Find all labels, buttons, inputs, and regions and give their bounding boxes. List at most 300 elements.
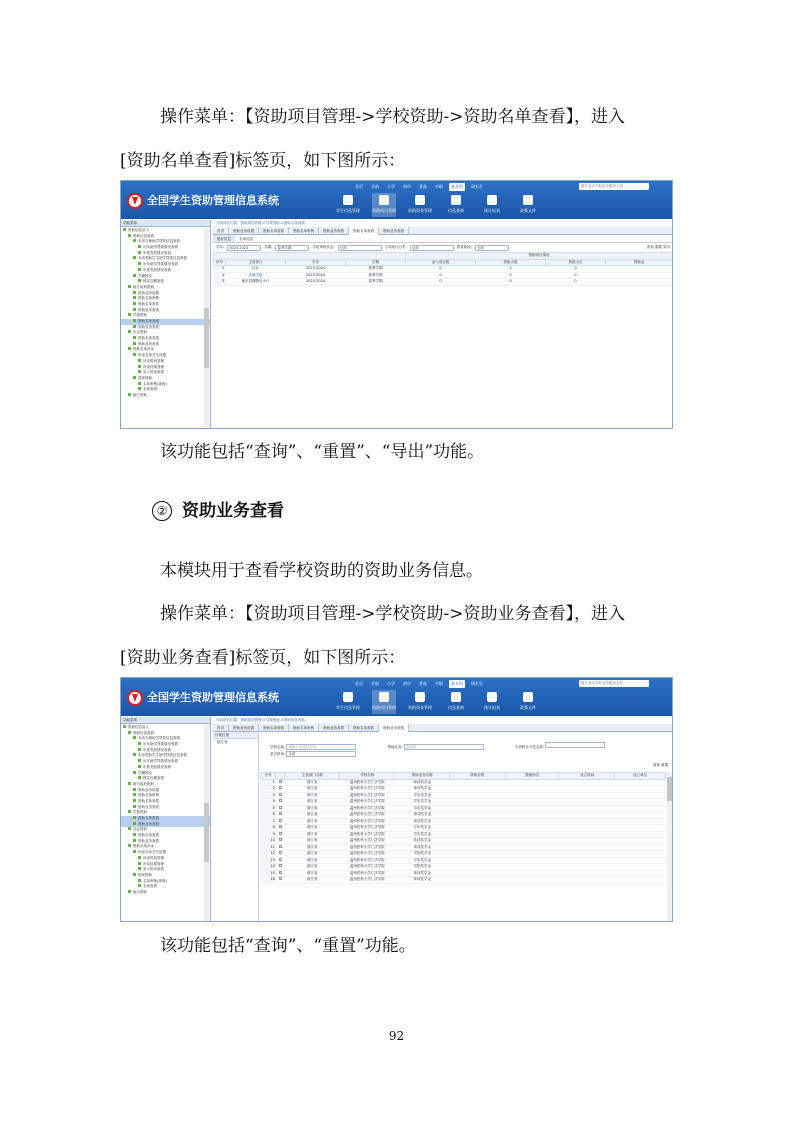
sidebar-tree-item[interactable]: 资助信息查看 — [121, 731, 210, 737]
table-cell: 学年奖学金 — [395, 805, 450, 812]
reset-button[interactable]: 重置 — [654, 245, 662, 249]
column-header[interactable]: 学期 — [346, 259, 406, 266]
sidebar-tree-item[interactable]: 国家资助 — [121, 873, 210, 879]
module-reports[interactable]: 统计报表 — [480, 690, 504, 714]
sidebar-tree-item[interactable]: 社会资助 — [121, 827, 210, 833]
sidebar-tree-item[interactable]: 资助业务查看 — [121, 325, 210, 331]
row-number: 11 — [261, 844, 276, 851]
sidebar — [121, 220, 211, 428]
column-header[interactable]: 学年 — [286, 259, 346, 266]
briefcase-icon — [379, 692, 389, 702]
empty-cell — [450, 877, 505, 884]
school-name-input[interactable]: 请输入或选择学校 — [286, 744, 356, 750]
sidebar-tree-item[interactable]: 地方政府资助 — [121, 782, 210, 788]
table-cell: 0 — [476, 279, 546, 286]
row-number: 14 — [261, 864, 276, 871]
quicklink-preschool[interactable]: 学前 — [371, 681, 379, 686]
module-nav — [336, 193, 552, 217]
grid-scrollbar[interactable] — [667, 772, 672, 921]
menu-path-paragraph-1: 操作菜单：【资助项目管理->学校资助->资助名单查看】，进入 — [160, 107, 625, 127]
table-cell: 温州医科大学仁济学院 — [340, 851, 395, 858]
query-area — [260, 732, 672, 921]
pie-chart-icon — [487, 692, 497, 702]
table-cell: 2 — [214, 272, 226, 279]
filter-year-select[interactable]: 2023-2024 — [227, 245, 261, 251]
sidebar-tree-item[interactable]: 资助业务查看 — [121, 822, 210, 828]
app-logo-icon — [127, 193, 143, 209]
module-policy[interactable]: 政策文件 — [516, 193, 540, 217]
table-cell: 学年奖学金 — [395, 792, 450, 799]
table-cell: 学年奖学金 — [395, 831, 450, 838]
table-cell: 浙江省 — [285, 799, 340, 806]
main-panel — [213, 220, 672, 428]
tab-biz-view[interactable]: 资助业务查看 — [319, 227, 349, 235]
sidebar-tree-item[interactable]: 补录名单开关设置 — [121, 353, 210, 359]
table-cell: 单项奖学金 — [395, 779, 450, 786]
content-area — [213, 732, 672, 921]
filter-term-label: 学期: — [264, 245, 273, 249]
sidebar-tree-item[interactable]: 历年助学贷款情况查看 — [121, 742, 210, 748]
table-cell: 0 — [546, 272, 606, 279]
region-tree-root[interactable]: 浙江省 — [217, 740, 228, 744]
table-cell: 0 — [476, 266, 546, 273]
category-label: 专项统计分类名称: — [514, 745, 545, 749]
table-cell: 2023-2024 — [286, 272, 346, 279]
sidebar-tree-item[interactable]: 资助名单查看 — [121, 833, 210, 839]
filter-term-select[interactable]: 春季学期 — [275, 245, 309, 251]
row-number: 1 — [261, 779, 276, 786]
table-cell: 浙江省 — [285, 844, 340, 851]
quicklink-home[interactable]: 首页 — [355, 184, 363, 189]
quicklink-vocational[interactable]: 中职 — [435, 681, 443, 686]
search-doc-icon — [451, 195, 461, 205]
users-icon — [343, 692, 353, 702]
table-cell: 温州医科大学仁济学院 — [340, 870, 395, 877]
sidebar-tree-item[interactable]: 年度发放情况查看 — [121, 268, 210, 274]
quicklink-junior[interactable]: 初中 — [403, 184, 411, 189]
unit-select[interactable]: 浙江省本专科业务服务人员 — [579, 680, 649, 687]
sidebar-tree-item[interactable]: 学校资助 — [121, 810, 210, 816]
pie-chart-icon — [487, 195, 497, 205]
row-checkbox[interactable] — [279, 799, 282, 802]
biz-select[interactable]: 请选择 — [404, 744, 484, 750]
filter-year-label: 学年: — [216, 245, 225, 249]
table-cell: 春季学期 — [346, 272, 406, 279]
table-cell: 0 — [546, 279, 606, 286]
column-header[interactable]: 资助人次 — [546, 259, 606, 266]
table-cell: 温州医科大学仁济学院 — [340, 812, 395, 819]
filter-category-select[interactable]: 全部 — [410, 245, 454, 251]
column-header[interactable]: 资助业务名称 — [395, 773, 450, 780]
subtab-stats[interactable]: 统计信息 — [213, 235, 235, 242]
empty-cell — [615, 877, 666, 884]
sidebar-tree-item[interactable]: 资助信息录入 — [121, 228, 210, 234]
empty-cell — [560, 877, 615, 884]
stats-table — [213, 252, 673, 286]
empty-cell — [505, 877, 560, 884]
sidebar-tree-item[interactable]: 资助业务查看 — [121, 308, 210, 314]
sidebar-tree-item[interactable]: 资助信息录入 — [121, 725, 210, 731]
table-cell: 浙江省 — [285, 870, 340, 877]
breadcrumb: 当前所在位置：资助项目管理->学校资助->资助业务查看 — [216, 718, 305, 722]
row-checkbox[interactable] — [279, 819, 282, 822]
sidebar-tree-item[interactable]: 历年助学贷款情况查看 — [121, 262, 210, 268]
filter-category-label: 专项统计分类: — [384, 245, 407, 249]
table-cell: 0 — [406, 279, 476, 286]
row-checkbox[interactable] — [279, 838, 282, 841]
sidebar-tree-item[interactable]: 补录名单开关设置 — [121, 850, 210, 856]
query-form-row1 — [270, 742, 673, 750]
table-cell: 浙江省 — [285, 851, 340, 858]
sidebar-tree-item[interactable]: 补录时间管理 — [121, 856, 210, 862]
disabled-label: 是否停用: — [270, 752, 286, 756]
module-nav — [336, 690, 552, 714]
row-checkbox[interactable] — [279, 825, 282, 828]
users-icon — [343, 195, 353, 205]
reset-button[interactable]: 重置 — [661, 763, 668, 767]
sidebar-tree-item[interactable]: 地方资助 — [121, 393, 210, 399]
table-row[interactable] — [261, 877, 666, 884]
row-number: 2 — [261, 786, 276, 793]
column-header[interactable]: 设立时间 — [560, 773, 615, 780]
sidebar-tree-item[interactable]: 资助名单查看 — [121, 799, 210, 805]
sidebar-tree-item[interactable]: 年度发放情况查看 — [121, 251, 210, 257]
sidebar — [121, 717, 211, 921]
quicklink-senior[interactable]: 普高 — [419, 681, 427, 686]
biz-label: 资助业务: — [387, 745, 403, 749]
column-header[interactable]: 资助形式 — [505, 773, 560, 780]
sidebar-scrollbar[interactable] — [204, 228, 209, 428]
quicklink-vocational[interactable]: 中职 — [435, 184, 443, 189]
table-cell: 温州医科大学仁济学院 — [340, 857, 395, 864]
row-checkbox[interactable] — [279, 786, 282, 789]
sidebar-tree-item[interactable]: 资助信息查看 — [121, 234, 210, 240]
quicklink-primary[interactable]: 小学 — [387, 184, 395, 189]
tab-roster-view[interactable]: 资助名单查看 — [259, 227, 289, 235]
quicklink-preschool[interactable]: 学前 — [371, 184, 379, 189]
query-form-row2 — [270, 751, 673, 757]
quicklink-undergrad[interactable]: 本专科 — [451, 184, 463, 189]
module-fund-mgmt[interactable]: 资助资金管理 — [408, 193, 432, 217]
column-header[interactable]: 设立单位 — [615, 773, 666, 780]
row-number: 12 — [261, 851, 276, 858]
column-header[interactable]: 主管部门 — [226, 259, 286, 266]
tab-biz-settings[interactable]: 资助业务设置 — [229, 227, 259, 235]
app-title: 全国学生资助管理信息系统 — [147, 194, 279, 207]
table-cell: 学年奖学金 — [395, 799, 450, 806]
module-reports[interactable]: 统计报表 — [480, 193, 504, 217]
table-cell: 学年奖学金 — [395, 825, 450, 832]
sidebar-tree-item[interactable]: 资助名单审核 — [121, 296, 210, 302]
quicklink-graduate[interactable]: 研究生 — [471, 184, 483, 189]
tab-school-roster-view[interactable]: 资助名单查看 — [349, 227, 379, 235]
quicklink-junior[interactable]: 初中 — [403, 681, 411, 686]
table-cell: 0 — [406, 272, 476, 279]
filter-stage-select[interactable]: 全部 — [475, 245, 509, 251]
table-cell: 温州医科大学仁济学院 — [340, 779, 395, 786]
module-project-mgmt[interactable]: 资助项目管理 — [372, 193, 396, 217]
table-cell: 学年奖学金 — [395, 857, 450, 864]
filter-status-label: 学校审核状态: — [312, 245, 335, 249]
sidebar-tree-item[interactable]: 资助名单查看 — [121, 319, 210, 325]
breadcrumb: 当前所在位置：资助项目管理->学校资助->资助名单查看 — [216, 221, 305, 225]
sidebar-tree-item[interactable]: 补录结果管理 — [121, 862, 210, 868]
column-header[interactable]: 学校名称 — [340, 773, 395, 780]
row-checkbox[interactable] — [279, 793, 282, 796]
table-cell: 浙江省 — [285, 786, 340, 793]
sidebar-tree-item[interactable]: 补录时间管理 — [121, 359, 210, 365]
region-tree-header: 行政区划 — [213, 732, 258, 739]
table-cell: 单项奖学金 — [395, 818, 450, 825]
table-cell: 单项奖学金 — [395, 812, 450, 819]
quicklink-graduate[interactable]: 研究生 — [471, 681, 483, 686]
table-cell: 0 — [546, 266, 606, 273]
column-header[interactable]: 录入项目数 — [406, 259, 476, 266]
module-project-mgmt[interactable]: 资助项目管理 — [372, 690, 396, 714]
table-cell: 春季学期 — [346, 266, 406, 273]
features-paragraph-2: 该功能包括“查询”、“重置”功能。 — [160, 936, 416, 956]
row-number: 8 — [261, 825, 276, 832]
briefcase-icon — [379, 195, 389, 205]
sidebar-tree-item[interactable]: 核实近期查看 — [121, 776, 210, 782]
row-checkbox[interactable] — [279, 858, 282, 861]
sidebar-scrollbar[interactable] — [204, 725, 209, 921]
row-checkbox[interactable] — [279, 806, 282, 809]
sidebar-tree-item[interactable]: 核实近期查看 — [121, 279, 210, 285]
tab-home[interactable]: 首页 — [213, 227, 229, 235]
tab-strip — [213, 724, 672, 732]
sidebar-tree — [121, 724, 210, 897]
table-cell: 浙江省 — [285, 831, 340, 838]
sidebar-tree-item[interactable]: 录入时间查看 — [121, 867, 210, 873]
table-cell: 地市县调整后小计 — [226, 279, 286, 286]
sidebar-tree-item[interactable]: 本省奖助学生助学贷款信息查看 — [121, 256, 210, 262]
main-panel — [213, 717, 672, 921]
features-paragraph-1: 该功能包括“查询”、“重置”、“导出”功能。 — [160, 442, 485, 462]
app-title: 全国学生资助管理信息系统 — [147, 691, 279, 704]
screenshot-roster-view — [120, 180, 673, 429]
row-number: 16 — [261, 877, 276, 884]
table-cell: 温州医科大学仁济学院 — [340, 786, 395, 793]
quicklink-primary[interactable]: 小学 — [387, 681, 395, 686]
table-cell: 浙江省 — [285, 825, 340, 832]
action-buttons — [653, 762, 668, 768]
app-header — [121, 678, 672, 716]
tab-biz-settings[interactable]: 资助业务设置 — [229, 724, 259, 732]
row-number: 10 — [261, 838, 276, 845]
menu-path-paragraph-2: 操作菜单：【资助项目管理->学校资助->资助业务查看】，进入 — [160, 604, 625, 624]
tab-biz-view[interactable]: 资助业务查看 — [319, 724, 349, 732]
table-cell: 温州医科大学仁济学院 — [340, 818, 395, 825]
school-name-label: 学校名称: — [270, 745, 286, 749]
region-tree — [213, 732, 259, 921]
row-checkbox-cell — [276, 877, 285, 884]
table-cell: 单项奖学金 — [395, 844, 450, 851]
column-header[interactable]: 资助目的 — [450, 773, 505, 780]
filter-status-select[interactable]: 全部 — [338, 245, 382, 251]
sidebar-tree-item[interactable]: 历年助学贷款情况查看 — [121, 245, 210, 251]
row-checkbox[interactable] — [279, 845, 282, 848]
sidebar-tree-item[interactable]: 资助名单查看 — [121, 816, 210, 822]
sidebar-tree-item[interactable]: 社会资助 — [121, 330, 210, 336]
table-cell: 单项奖学金 — [395, 870, 450, 877]
sidebar-tree-item[interactable]: 本省奖助学生助学贷款信息查看 — [121, 753, 210, 759]
business-table — [260, 772, 666, 884]
sidebar-tree-item[interactable]: 国家资助 — [121, 376, 210, 382]
row-number: 4 — [261, 799, 276, 806]
action-buttons — [647, 243, 670, 252]
page-number: 92 — [388, 1029, 405, 1043]
table-cell: 单项奖学金 — [395, 786, 450, 793]
sidebar-tree-item[interactable]: 地方资助 — [121, 890, 210, 896]
row-checkbox[interactable] — [279, 851, 282, 854]
app-logo-icon — [127, 690, 143, 706]
sidebar-tree-item[interactable]: 资助业务设置 — [121, 291, 210, 297]
sidebar-tree — [121, 227, 210, 400]
category-select[interactable] — [545, 742, 605, 748]
sidebar-tree-item[interactable]: 学籍核实 — [121, 274, 210, 280]
tab-school-roster-view[interactable]: 资助名单查看 — [349, 724, 379, 732]
sidebar-tree-item[interactable]: 资助名单补录 — [121, 844, 210, 850]
sidebar-tree-item[interactable]: 名单查看 — [121, 884, 210, 890]
filter-stage-label: 教育阶段: — [456, 245, 472, 249]
sidebar-tree-item[interactable]: 资助业务查看 — [121, 805, 210, 811]
module-student-info[interactable]: 学生信息管理 — [336, 690, 360, 714]
stage-quicklinks — [353, 680, 485, 688]
table-cell: 浙江省 — [285, 857, 340, 864]
tab-roster-view[interactable]: 资助名单查看 — [259, 724, 289, 732]
export-button[interactable]: 导出 — [663, 245, 670, 249]
section-title: 资助业务查看 — [182, 501, 284, 521]
module-fund-mgmt[interactable]: 资助资金管理 — [408, 690, 432, 714]
table-cell: 温州医科大学仁济学院 — [340, 877, 395, 884]
sidebar-tree-item[interactable]: 资助名单查看 — [121, 336, 210, 342]
query-button[interactable]: 查询 — [652, 763, 660, 767]
row-number: 13 — [261, 857, 276, 864]
row-checkbox[interactable] — [279, 877, 282, 880]
sidebar-header: 功能菜单 — [121, 717, 210, 724]
table-cell: 单项奖学金 — [395, 877, 450, 884]
sidebar-tree-item[interactable]: 录入时间查看 — [121, 370, 210, 376]
table-cell: 温州医科大学仁济学院 — [340, 844, 395, 851]
row-number: 5 — [261, 805, 276, 812]
row-checkbox[interactable] — [279, 780, 282, 783]
table-cell: 浙江省 — [285, 792, 340, 799]
table-cell: 浙江省 — [285, 864, 340, 871]
module-info-query[interactable]: 信息查询 — [444, 690, 468, 714]
sidebar-tree-item[interactable]: 本省办理助学贷款信息查看 — [121, 736, 210, 742]
table-cell: 温州医科大学仁济学院 — [340, 864, 395, 871]
sidebar-tree-item[interactable]: 名单审核(查询) — [121, 382, 210, 388]
quicklink-undergrad[interactable]: 本专科 — [451, 681, 463, 686]
tab-home[interactable]: 首页 — [213, 724, 229, 732]
tab-roster-review[interactable]: 资助名单审核 — [289, 227, 319, 235]
table-cell[interactable]: 省属学校 — [226, 272, 286, 279]
table-cell: 2023-2024 — [286, 279, 346, 286]
table-cell: 合计 — [226, 266, 286, 273]
sidebar-tree-item[interactable]: 资助名单补录 — [121, 347, 210, 353]
sidebar-tree-item[interactable]: 名单查看 — [121, 387, 210, 393]
module-policy[interactable]: 政策文件 — [516, 690, 540, 714]
row-checkbox[interactable] — [279, 812, 282, 815]
tab-strip — [213, 227, 672, 235]
tab-school-biz-view[interactable]: 资助业务查看 — [379, 724, 409, 732]
sidebar-tree-item[interactable]: 学校资助 — [121, 313, 210, 319]
pencil-doc-icon — [523, 692, 533, 702]
sidebar-tree-item[interactable]: 年度发放情况查看 — [121, 765, 210, 771]
table-cell: 浙江省 — [285, 779, 340, 786]
sidebar-tree-item[interactable]: 补录结果管理 — [121, 365, 210, 371]
subtab-roster[interactable]: 名单信息 — [239, 237, 253, 241]
sidebar-tree-item[interactable]: 资助业务查看 — [121, 342, 210, 348]
quicklink-senior[interactable]: 普高 — [419, 184, 427, 189]
table-cell — [606, 279, 673, 286]
column-header[interactable]: 资助金 — [606, 259, 673, 266]
column-header[interactable]: 资助人数 — [476, 259, 546, 266]
sidebar-tree-item[interactable]: 学籍核实 — [121, 771, 210, 777]
table-cell: 学院奖学金 — [395, 851, 450, 858]
table-cell: 3 — [214, 279, 226, 286]
query-button[interactable]: 查询 — [646, 245, 654, 249]
tab-roster-review[interactable]: 资助名单审核 — [289, 724, 319, 732]
calendar-icon — [415, 195, 425, 205]
table-cell: 0 — [406, 266, 476, 273]
section-heading — [152, 500, 284, 522]
tab-intro-paragraph-2: [资助业务查看]标签页，如下图所示： — [120, 648, 406, 668]
sidebar-tree-item[interactable]: 资助业务查看 — [121, 839, 210, 845]
app-header — [121, 181, 672, 219]
sidebar-tree-item[interactable]: 历年助学贷款情况查看 — [121, 759, 210, 765]
screenshot-business-view — [120, 677, 673, 922]
table-row[interactable] — [214, 279, 673, 286]
column-header[interactable]: 序号 — [214, 259, 226, 266]
table-cell: 浙江省 — [285, 818, 340, 825]
tab-school-biz-view[interactable]: 资助业务查看 — [379, 227, 409, 235]
table-cell: 2023-2024 — [286, 266, 346, 273]
grid-wrapper — [260, 772, 666, 884]
table-cell: 温州医科大学仁济学院 — [340, 825, 395, 832]
disabled-select[interactable]: 全部 — [286, 751, 356, 757]
row-checkbox[interactable] — [279, 864, 282, 867]
tab-intro-paragraph-1: [资助名单查看]标签页，如下图所示： — [120, 151, 406, 171]
table-cell: 春季学期 — [346, 279, 406, 286]
table-cell: 浙江省 — [285, 838, 340, 845]
search-doc-icon — [451, 692, 461, 702]
sidebar-tree-item[interactable]: 名单审核(查询) — [121, 879, 210, 885]
sidebar-tree-item[interactable]: 资助名单审核 — [121, 793, 210, 799]
group-header: 资助项目情况 — [406, 253, 673, 260]
sidebar-tree-item[interactable]: 年度发放情况查看 — [121, 748, 210, 754]
column-header[interactable]: 序号 — [261, 773, 276, 780]
sidebar-tree-item[interactable]: 本省办理助学贷款信息查看 — [121, 239, 210, 245]
row-checkbox[interactable] — [279, 832, 282, 835]
row-checkbox[interactable] — [279, 871, 282, 874]
row-number: 3 — [261, 792, 276, 799]
table-cell: 温州医科大学仁济学院 — [340, 805, 395, 812]
module-intro-paragraph: 本模块用于查看学校资助的资助业务信息。 — [160, 561, 483, 581]
column-header[interactable]: 主管部门名称 — [285, 773, 340, 780]
sidebar-tree-item[interactable]: 资助业务设置 — [121, 788, 210, 794]
sidebar-tree-item[interactable]: 资助名单查看 — [121, 302, 210, 308]
row-number: 15 — [261, 870, 276, 877]
module-info-query[interactable]: 信息查询 — [444, 193, 468, 217]
module-student-info[interactable]: 学生信息管理 — [336, 193, 360, 217]
quicklink-home[interactable]: 首页 — [355, 681, 363, 686]
unit-select[interactable]: 浙江省本专科业务服务人员 — [579, 183, 649, 190]
sidebar-tree-item[interactable]: 地方政府资助 — [121, 285, 210, 291]
filter-bar — [213, 243, 672, 252]
table-cell: 温州医科大学仁济学院 — [340, 792, 395, 799]
